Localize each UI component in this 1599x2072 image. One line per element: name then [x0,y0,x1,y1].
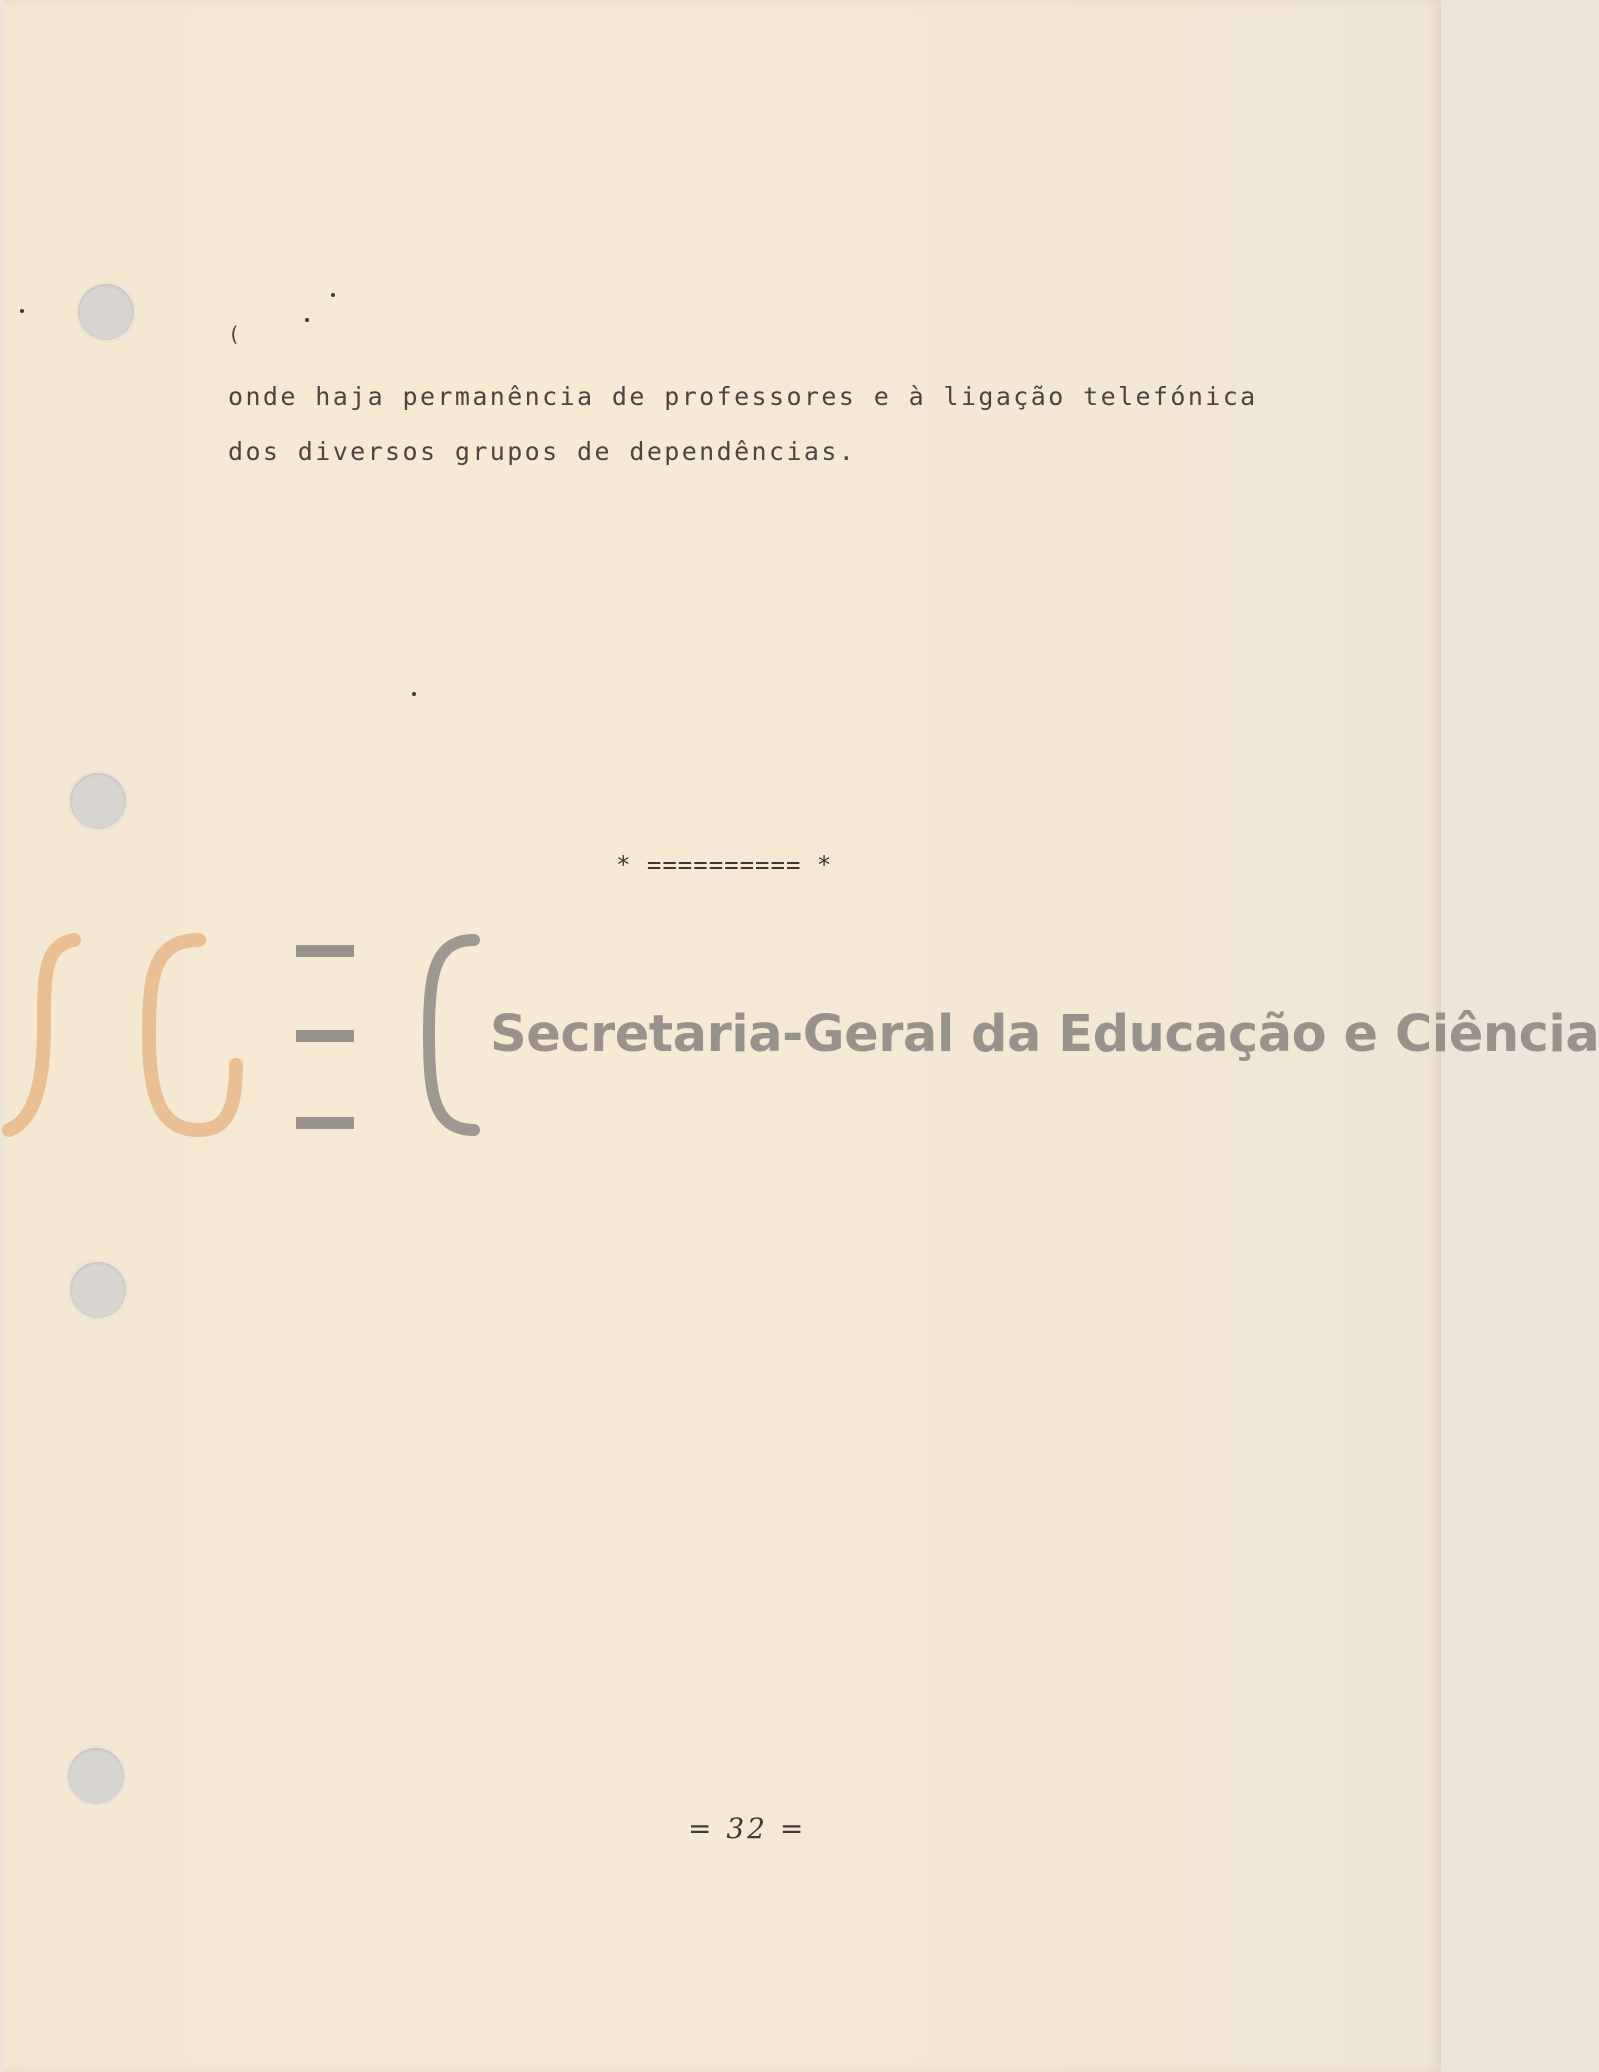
ink-speck [305,318,309,322]
ink-speck [412,692,416,696]
document-page [4,0,1599,2072]
section-separator: * ========== * [616,851,833,879]
punch-hole-2 [70,773,126,829]
punch-hole-3 [70,1262,126,1318]
paren-mark: ( [228,322,243,346]
text-line-1: onde haja permanência de professores e à ligação telefónica [228,382,1258,411]
ink-speck [20,309,24,313]
page-number: = 32 = [688,1812,807,1845]
punch-hole-1 [78,284,134,340]
punch-hole-4 [68,1748,124,1804]
watermark-text: Secretaria-Geral da Educação e Ciência [490,1005,1599,1064]
ink-speck [331,293,335,297]
sgec-logo [4,935,484,1135]
text-line-2: dos diversos grupos de dependências. [228,437,857,466]
